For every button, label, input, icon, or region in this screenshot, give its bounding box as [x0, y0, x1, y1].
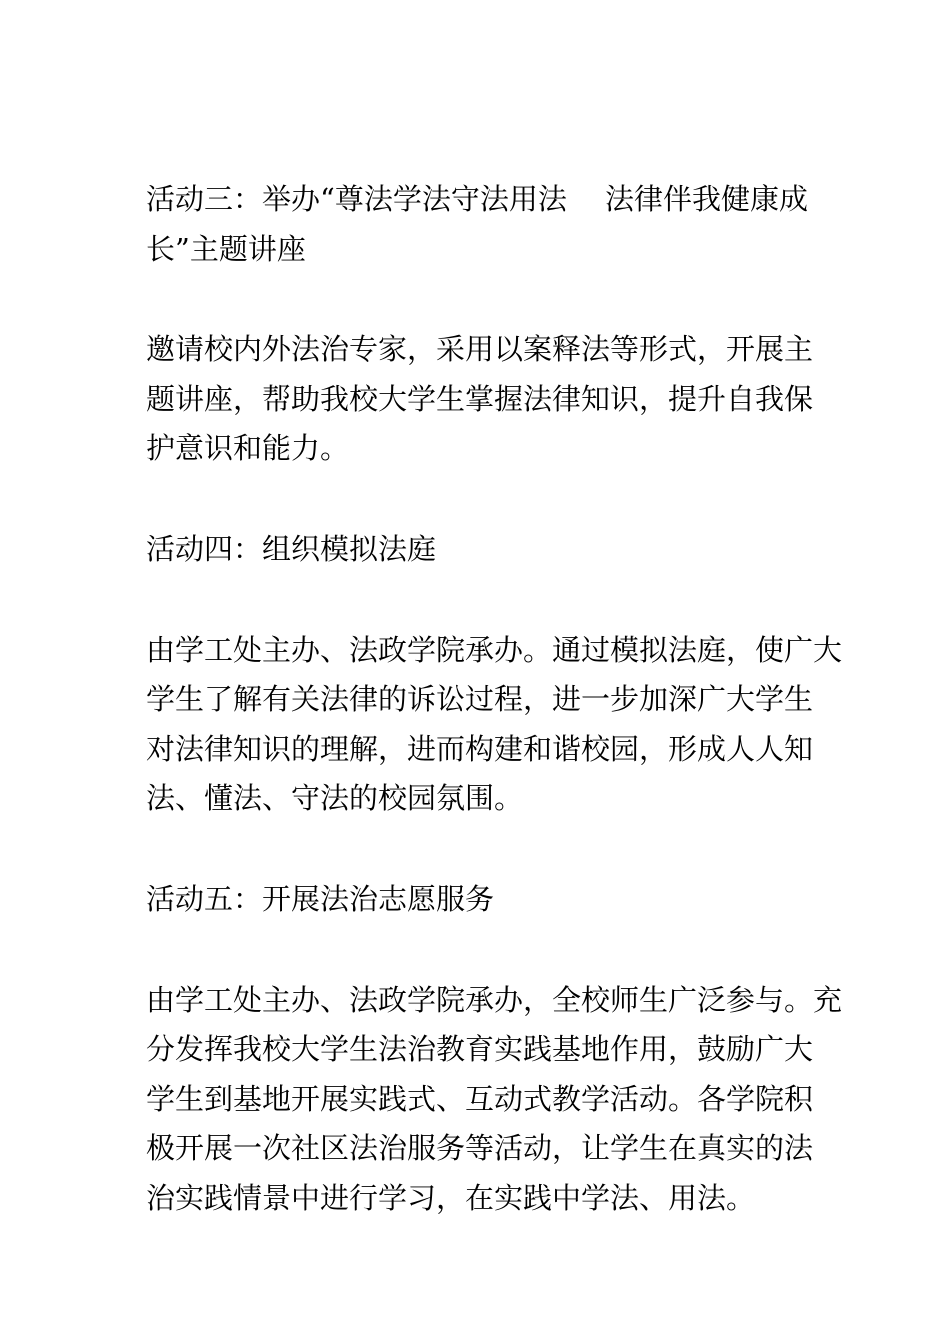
paragraph-spacer [146, 575, 810, 626]
paragraph-spacer [146, 474, 810, 525]
body-activity-3 [146, 325, 814, 474]
paragraph-spacer [146, 824, 810, 875]
document-page [146, 175, 843, 1224]
text-line: 活动五：开展法治志愿服务 [146, 881, 495, 916]
text-line: 学生到基地开展实践式、互动式教学活动。各学院积 [146, 1081, 814, 1116]
text-line: 极开展一次社区法治服务等活动，让学生在真实的法 [146, 1131, 814, 1166]
text-line: 对法律知识的理解，进而构建和谐校园，形成人人知 [146, 731, 814, 766]
paragraph-spacer [146, 925, 810, 976]
text-line: 由学工处主办、法政学院承办，全校师生广泛参与。充 [146, 982, 843, 1017]
text-line: 由学工处主办、法政学院承办。通过模拟法庭，使广大 [146, 632, 843, 667]
text-line: 活动四：组织模拟法庭 [146, 531, 437, 566]
text-line: 活动三：举办“尊法学法守法用法 法律伴我健康成 [146, 182, 809, 216]
text-line: 治实践情景中进行学习，在实践中学法、用法。 [146, 1180, 756, 1215]
text-line: 法、懂法、守法的校园氛围。 [146, 781, 524, 816]
heading-activity-5 [146, 875, 810, 925]
body-activity-5 [146, 976, 843, 1224]
heading-activity-3 [146, 175, 810, 274]
text-line: 学生了解有关法律的诉讼过程，进一步加深广大学生 [146, 682, 814, 717]
paragraph-spacer [146, 274, 810, 325]
heading-activity-4 [146, 525, 810, 575]
text-line: 护意识和能力。 [146, 431, 350, 466]
text-line: 题讲座，帮助我校大学生掌握法律知识，提升自我保 [146, 381, 814, 416]
text-line: 分发挥我校大学生法治教育实践基地作用，鼓励广大 [146, 1032, 814, 1067]
text-line: 长”主题讲座 [146, 231, 306, 266]
body-activity-4 [146, 626, 843, 824]
text-line: 邀请校内外法治专家，采用以案释法等形式，开展主 [146, 332, 814, 367]
